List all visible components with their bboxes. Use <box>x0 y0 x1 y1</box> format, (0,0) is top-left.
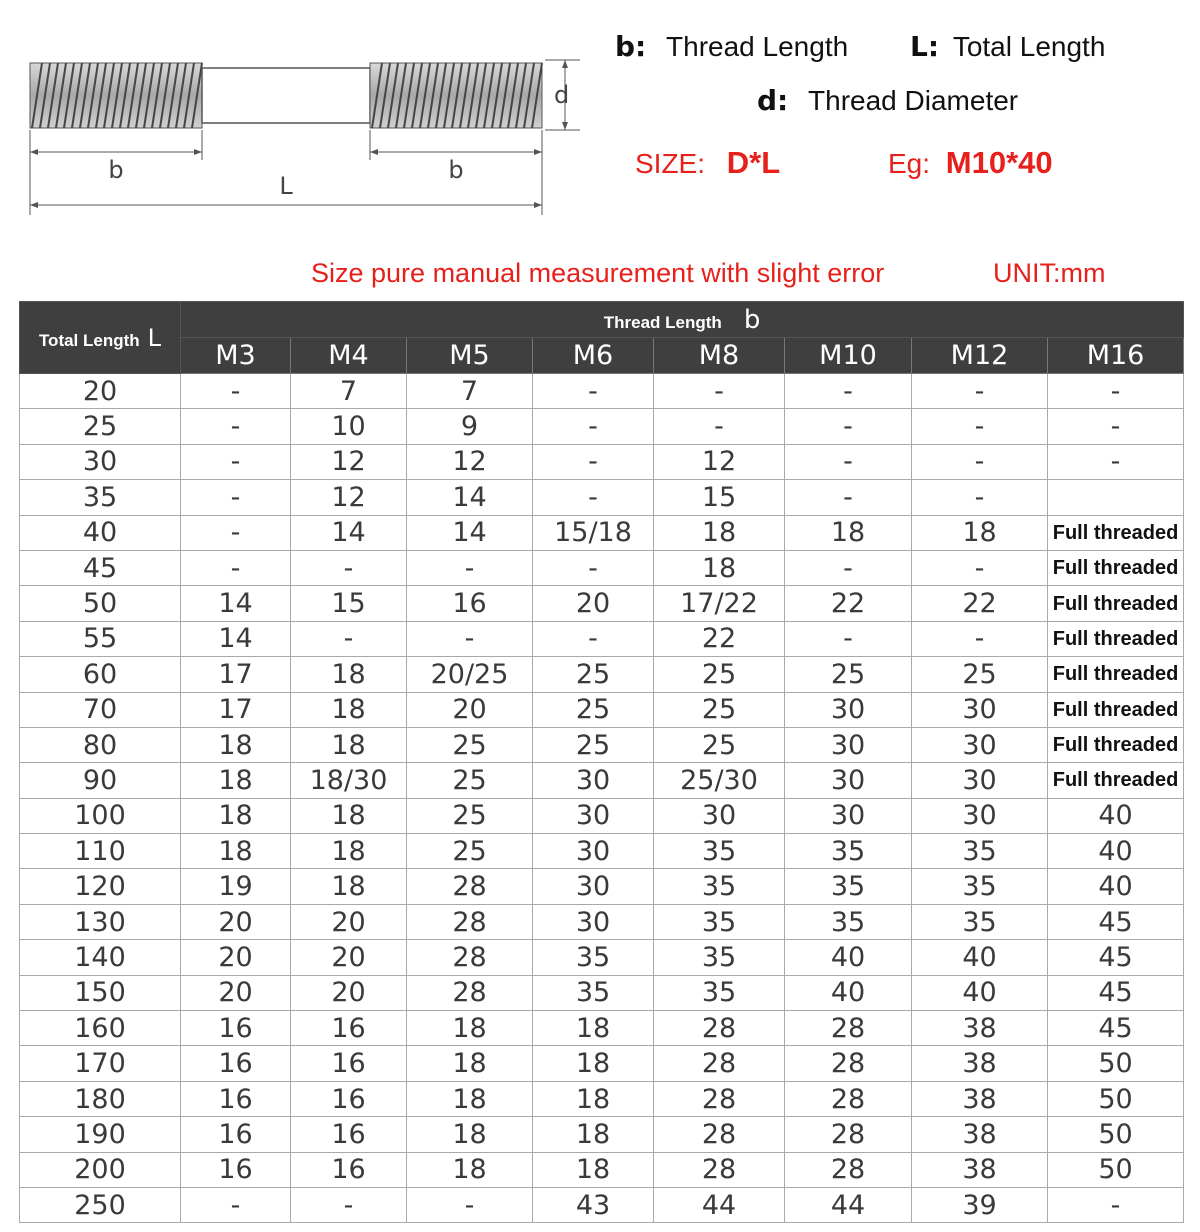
thread-length-cell: 28 <box>407 940 533 975</box>
thread-length-cell: 22 <box>785 586 912 621</box>
total-length-cell: 180 <box>20 1081 181 1116</box>
thread-length-cell: 35 <box>533 975 654 1010</box>
thread-length-cell: 40 <box>912 940 1048 975</box>
table-row <box>20 374 1184 409</box>
thread-length-cell: 38 <box>912 1011 1048 1046</box>
thread-length-cell: 40 <box>1048 798 1184 833</box>
thread-length-cell: 18 <box>407 1046 533 1081</box>
thread-length-cell: 18 <box>291 834 407 869</box>
thread-length-cell: 38 <box>912 1046 1048 1081</box>
thread-length-cell: - <box>654 374 785 409</box>
thread-length-cell: 20 <box>181 975 291 1010</box>
thread-length-cell <box>1048 480 1184 515</box>
measurement-note: Size pure manual measurement with slight error <box>311 258 885 288</box>
thread-length-cell: 16 <box>291 1011 407 1046</box>
size-value: D*L <box>726 145 781 180</box>
thread-length-cell: 30 <box>912 692 1048 727</box>
total-length-header <box>20 302 181 374</box>
thread-length-cell: - <box>912 621 1048 656</box>
total-length-cell: 80 <box>20 727 181 762</box>
table-row <box>20 409 1184 444</box>
thread-length-cell: 20 <box>181 904 291 939</box>
size-table <box>19 301 1184 1223</box>
total-length-cell: 60 <box>20 657 181 692</box>
thread-length-cell: 44 <box>785 1187 912 1222</box>
thread-length-cell: 18/30 <box>291 763 407 798</box>
thread-length-cell: 18 <box>533 1152 654 1187</box>
column-header: M12 <box>912 338 1048 374</box>
thread-length-cell: 38 <box>912 1152 1048 1187</box>
table-row <box>20 940 1184 975</box>
thread-length-cell: 30 <box>785 763 912 798</box>
thread-length-cell: 18 <box>654 550 785 585</box>
thread-length-cell: 16 <box>291 1081 407 1116</box>
table-row <box>20 1152 1184 1187</box>
thread-length-cell: 28 <box>654 1117 785 1152</box>
thread-length-cell: Full threaded <box>1048 515 1184 550</box>
thread-length-cell: - <box>407 621 533 656</box>
thread-length-cell: 20 <box>407 692 533 727</box>
thread-length-cell: 35 <box>785 869 912 904</box>
thread-length-cell: 28 <box>654 1152 785 1187</box>
thread-length-cell: 28 <box>407 904 533 939</box>
thread-length-cell: 16 <box>181 1046 291 1081</box>
thread-length-cell: 18 <box>291 692 407 727</box>
thread-length-cell: 18 <box>407 1117 533 1152</box>
thread-length-cell: 9 <box>407 409 533 444</box>
legend-L-key: L: <box>910 30 940 63</box>
column-header: M5 <box>407 338 533 374</box>
thread-length-cell: 35 <box>654 904 785 939</box>
thread-length-cell: 12 <box>291 444 407 479</box>
thread-length-cell: 18 <box>181 763 291 798</box>
thread-length-cell: 20 <box>533 586 654 621</box>
thread-length-cell: 16 <box>407 586 533 621</box>
thread-length-cell: - <box>785 444 912 479</box>
thread-length-cell: 45 <box>1048 1011 1184 1046</box>
thread-length-header-symbol: b <box>743 304 761 335</box>
thread-length-cell: 18 <box>533 1117 654 1152</box>
thread-length-cell: 18 <box>291 727 407 762</box>
thread-length-cell: 30 <box>533 869 654 904</box>
table-row <box>20 798 1184 833</box>
thread-length-cell: 28 <box>654 1011 785 1046</box>
thread-length-cell: 28 <box>654 1046 785 1081</box>
thread-length-cell: 40 <box>912 975 1048 1010</box>
total-length-cell: 110 <box>20 834 181 869</box>
thread-length-cell: 16 <box>181 1152 291 1187</box>
thread-length-cell: - <box>181 1187 291 1222</box>
total-length-cell: 190 <box>20 1117 181 1152</box>
thread-length-cell: 25 <box>407 834 533 869</box>
thread-length-cell: - <box>407 550 533 585</box>
thread-length-cell: 28 <box>785 1046 912 1081</box>
thread-length-cell: - <box>533 480 654 515</box>
thread-length-cell: 45 <box>1048 940 1184 975</box>
total-length-cell: 40 <box>20 515 181 550</box>
thread-length-cell: - <box>291 1187 407 1222</box>
total-length-cell: 90 <box>20 763 181 798</box>
thread-length-cell: 30 <box>785 727 912 762</box>
thread-length-cell: - <box>533 444 654 479</box>
legend-b <box>615 30 848 63</box>
thread-length-cell: 28 <box>785 1081 912 1116</box>
thread-length-cell: 28 <box>785 1152 912 1187</box>
thread-length-cell: 16 <box>291 1117 407 1152</box>
thread-length-cell: - <box>1048 374 1184 409</box>
thread-length-cell: 35 <box>912 869 1048 904</box>
thread-length-cell: 35 <box>654 975 785 1010</box>
thread-length-cell: 18 <box>533 1011 654 1046</box>
eg-label: Eg: <box>887 148 930 179</box>
thread-length-cell: - <box>785 480 912 515</box>
thread-length-cell: 18 <box>407 1152 533 1187</box>
thread-length-cell: 40 <box>785 940 912 975</box>
thread-length-cell: 18 <box>181 727 291 762</box>
table-row <box>20 1117 1184 1152</box>
total-length-cell: 45 <box>20 550 181 585</box>
thread-length-cell: - <box>1048 444 1184 479</box>
column-header: M16 <box>1048 338 1184 374</box>
thread-length-cell: - <box>912 374 1048 409</box>
column-header: M4 <box>291 338 407 374</box>
table-row <box>20 834 1184 869</box>
thread-length-cell: - <box>181 444 291 479</box>
thread-length-cell: 19 <box>181 869 291 904</box>
thread-length-cell: 20/25 <box>407 657 533 692</box>
thread-length-cell: 40 <box>785 975 912 1010</box>
thread-length-cell: 10 <box>291 409 407 444</box>
thread-length-cell: 28 <box>654 1081 785 1116</box>
left-thread <box>30 63 202 128</box>
thread-length-cell: Full threaded <box>1048 763 1184 798</box>
legend-b-key: b: <box>615 30 647 63</box>
thread-length-cell: - <box>291 550 407 585</box>
thread-length-cell: 14 <box>181 586 291 621</box>
total-length-cell: 55 <box>20 621 181 656</box>
thread-length-cell: 35 <box>912 834 1048 869</box>
thread-length-cell: 30 <box>785 692 912 727</box>
thread-length-cell: 18 <box>407 1011 533 1046</box>
total-length-cell: 50 <box>20 586 181 621</box>
thread-length-cell: 45 <box>1048 975 1184 1010</box>
thread-length-cell: 25 <box>533 692 654 727</box>
thread-length-cell: 35 <box>654 869 785 904</box>
thread-length-cell: 38 <box>912 1117 1048 1152</box>
thread-length-cell: 30 <box>533 834 654 869</box>
thread-length-cell: 22 <box>912 586 1048 621</box>
thread-length-cell: 17 <box>181 692 291 727</box>
total-length-header-label: Total Length <box>38 330 140 350</box>
thread-length-cell: 25 <box>654 727 785 762</box>
thread-length-cell: 50 <box>1048 1152 1184 1187</box>
thread-length-cell: - <box>912 444 1048 479</box>
thread-length-cell: 20 <box>181 940 291 975</box>
thread-length-cell: 35 <box>785 834 912 869</box>
thread-length-cell: - <box>785 550 912 585</box>
thread-length-cell: 35 <box>533 940 654 975</box>
total-length-cell: 140 <box>20 940 181 975</box>
legend-d <box>757 84 1018 117</box>
thread-length-cell: 20 <box>291 975 407 1010</box>
thread-length-cell: 18 <box>291 657 407 692</box>
thread-length-cell: 35 <box>785 904 912 939</box>
thread-length-header-label: Thread Length <box>603 312 722 332</box>
legend-d-text: Thread Diameter <box>808 85 1019 116</box>
thread-length-cell: 12 <box>407 444 533 479</box>
table-row <box>20 1081 1184 1116</box>
total-length-cell: 250 <box>20 1187 181 1222</box>
thread-length-cell: Full threaded <box>1048 727 1184 762</box>
total-length-cell: 160 <box>20 1011 181 1046</box>
thread-length-cell: - <box>533 550 654 585</box>
thread-length-cell: 30 <box>912 798 1048 833</box>
thread-length-cell: 20 <box>291 940 407 975</box>
table-row <box>20 586 1184 621</box>
thread-length-cell: 44 <box>654 1187 785 1222</box>
thread-length-cell: 15 <box>654 480 785 515</box>
thread-length-cell: 18 <box>533 1046 654 1081</box>
thread-length-cell: 16 <box>291 1046 407 1081</box>
thread-length-cell: - <box>912 409 1048 444</box>
thread-length-cell: 45 <box>1048 904 1184 939</box>
table-row <box>20 975 1184 1010</box>
thread-length-cell: 30 <box>533 798 654 833</box>
thread-length-cell: 43 <box>533 1187 654 1222</box>
total-length-cell: 35 <box>20 480 181 515</box>
thread-length-cell: 18 <box>912 515 1048 550</box>
thread-length-cell: - <box>407 1187 533 1222</box>
column-header: M6 <box>533 338 654 374</box>
thread-length-cell: 25/30 <box>654 763 785 798</box>
thread-length-cell: 22 <box>654 621 785 656</box>
label-L: L <box>279 172 293 200</box>
thread-length-cell: Full threaded <box>1048 586 1184 621</box>
thread-length-cell: 18 <box>291 869 407 904</box>
label-d: d <box>554 81 570 109</box>
thread-length-cell: 18 <box>181 834 291 869</box>
thread-length-cell: 40 <box>1048 869 1184 904</box>
thread-length-cell: 15 <box>291 586 407 621</box>
thread-length-cell: - <box>533 409 654 444</box>
table-row <box>20 621 1184 656</box>
thread-length-cell: 28 <box>407 869 533 904</box>
thread-length-cell: 18 <box>407 1081 533 1116</box>
thread-length-cell: 7 <box>407 374 533 409</box>
table-row <box>20 444 1184 479</box>
thread-length-cell: 17 <box>181 657 291 692</box>
thread-length-cell: - <box>181 409 291 444</box>
thread-length-cell: 18 <box>291 798 407 833</box>
thread-length-cell: 25 <box>654 657 785 692</box>
thread-length-cell: - <box>291 621 407 656</box>
thread-length-cell: Full threaded <box>1048 657 1184 692</box>
table-row <box>20 869 1184 904</box>
column-header: M3 <box>181 338 291 374</box>
thread-length-cell: 15/18 <box>533 515 654 550</box>
thread-length-cell: - <box>533 621 654 656</box>
thread-length-cell: 30 <box>533 763 654 798</box>
thread-length-cell: 25 <box>654 692 785 727</box>
legend-L <box>910 30 1105 63</box>
thread-length-cell: 25 <box>407 798 533 833</box>
thread-length-cell: 35 <box>654 834 785 869</box>
total-length-header-symbol: L <box>147 323 162 352</box>
total-length-cell: 150 <box>20 975 181 1010</box>
thread-length-cell: 30 <box>912 727 1048 762</box>
legend-d-key: d: <box>757 84 789 117</box>
thread-length-cell: 7 <box>291 374 407 409</box>
table-row <box>20 657 1184 692</box>
thread-length-cell: 16 <box>181 1081 291 1116</box>
thread-length-cell: 18 <box>181 798 291 833</box>
table-row <box>20 515 1184 550</box>
thread-length-cell: 50 <box>1048 1081 1184 1116</box>
thread-length-cell: 20 <box>291 904 407 939</box>
unit-label: UNIT:mm <box>993 258 1106 288</box>
table-row <box>20 550 1184 585</box>
total-length-cell: 70 <box>20 692 181 727</box>
thread-length-cell: - <box>785 409 912 444</box>
stud-bolt-diagram <box>20 40 570 220</box>
size-label: SIZE: <box>635 148 706 179</box>
thread-length-cell: 25 <box>407 727 533 762</box>
column-header: M8 <box>654 338 785 374</box>
thread-length-cell: 30 <box>654 798 785 833</box>
thread-length-cell: 30 <box>912 763 1048 798</box>
thread-length-cell: - <box>912 480 1048 515</box>
thread-length-cell: 17/22 <box>654 586 785 621</box>
column-header: M10 <box>785 338 912 374</box>
thread-length-cell: 30 <box>533 904 654 939</box>
thread-length-cell: 40 <box>1048 834 1184 869</box>
thread-length-cell: 38 <box>912 1081 1048 1116</box>
table-row <box>20 1187 1184 1222</box>
thread-length-cell: Full threaded <box>1048 621 1184 656</box>
thread-length-cell: - <box>1048 1187 1184 1222</box>
table-row <box>20 480 1184 515</box>
table-row <box>20 1011 1184 1046</box>
thread-length-cell: - <box>912 550 1048 585</box>
thread-length-cell: - <box>785 374 912 409</box>
label-b-right: b <box>448 156 464 184</box>
thread-length-cell: 25 <box>533 727 654 762</box>
thread-length-cell: 18 <box>533 1081 654 1116</box>
thread-length-cell: 12 <box>654 444 785 479</box>
thread-length-cell: 28 <box>407 975 533 1010</box>
right-thread <box>370 63 542 128</box>
legend-L-text: Total Length <box>952 31 1106 62</box>
total-length-cell: 170 <box>20 1046 181 1081</box>
thread-length-cell: - <box>654 409 785 444</box>
thread-length-cell: 39 <box>912 1187 1048 1222</box>
thread-length-cell: 25 <box>533 657 654 692</box>
thread-length-cell: 28 <box>785 1011 912 1046</box>
total-length-cell: 120 <box>20 869 181 904</box>
thread-length-cell: 18 <box>785 515 912 550</box>
thread-length-cell: 50 <box>1048 1046 1184 1081</box>
thread-length-cell: 25 <box>785 657 912 692</box>
total-length-cell: 130 <box>20 904 181 939</box>
thread-length-cell: Full threaded <box>1048 692 1184 727</box>
thread-length-cell: 16 <box>181 1117 291 1152</box>
legend-b-text: Thread Length <box>666 31 849 62</box>
thread-length-cell: - <box>181 550 291 585</box>
thread-length-cell: 16 <box>181 1011 291 1046</box>
total-length-cell: 25 <box>20 409 181 444</box>
thread-length-cell: 25 <box>407 763 533 798</box>
total-length-cell: 200 <box>20 1152 181 1187</box>
thread-length-cell: 25 <box>912 657 1048 692</box>
thread-length-cell: 28 <box>785 1117 912 1152</box>
thread-length-cell: 12 <box>291 480 407 515</box>
total-length-cell: 30 <box>20 444 181 479</box>
thread-length-cell: 18 <box>654 515 785 550</box>
shank <box>202 68 370 123</box>
label-b-left: b <box>108 156 124 184</box>
thread-length-cell: 14 <box>291 515 407 550</box>
thread-length-cell: Full threaded <box>1048 550 1184 585</box>
table-row <box>20 692 1184 727</box>
thread-length-cell: - <box>533 374 654 409</box>
table-row <box>20 904 1184 939</box>
table-row <box>20 1046 1184 1081</box>
thread-length-cell: 16 <box>291 1152 407 1187</box>
thread-length-header <box>181 302 1184 338</box>
table-row <box>20 727 1184 762</box>
thread-length-cell: - <box>181 480 291 515</box>
thread-length-cell: - <box>785 621 912 656</box>
table-row <box>20 763 1184 798</box>
thread-length-cell: 35 <box>912 904 1048 939</box>
eg-value: M10*40 <box>945 145 1053 180</box>
thread-length-cell: 14 <box>181 621 291 656</box>
thread-length-cell: 50 <box>1048 1117 1184 1152</box>
total-length-cell: 100 <box>20 798 181 833</box>
thread-length-cell: 14 <box>407 480 533 515</box>
thread-length-cell: 35 <box>654 940 785 975</box>
thread-length-cell: - <box>181 515 291 550</box>
thread-length-cell: 30 <box>785 798 912 833</box>
size-example <box>635 145 1053 181</box>
total-length-cell: 20 <box>20 374 181 409</box>
thread-length-cell: - <box>181 374 291 409</box>
thread-length-cell: 14 <box>407 515 533 550</box>
thread-length-cell: - <box>1048 409 1184 444</box>
